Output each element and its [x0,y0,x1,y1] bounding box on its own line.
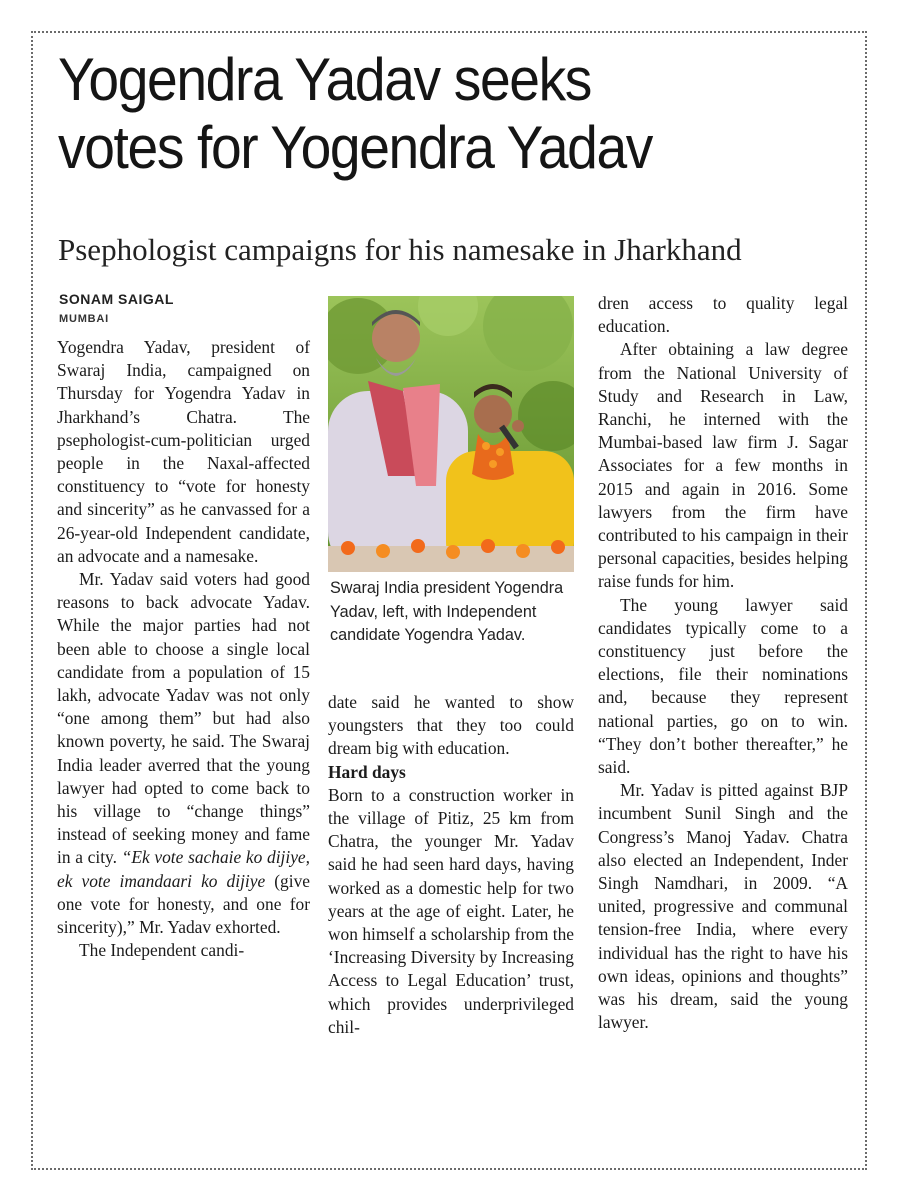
section-subhead: Hard days [328,761,406,782]
body-paragraph-3-start: The Independent candi- [79,940,245,961]
photo-caption: Swaraj India president Yogendra Yadav, left, with Independent candidate Yogendra Yadav. [330,579,564,644]
news-photo [328,296,574,572]
subheadline-deck: Psephologist campaigns for his namesake in Jharkhand [58,232,742,267]
column-3 [598,292,848,1035]
body-paragraph-4: Born to a construction worker in the village of Pitiz, 25 km from Chatra, the younger Mr. Yadav said he had seen hard days, having worked as a domestic help for two years at the age of eight. Later, he won himself a scholarship from the ‘Increasing Diversity by Increasing Access to Legal Education’ trust, which provides underprivileged chil- [328,784,574,1037]
paragraph-2-text-a: Mr. Yadav said voters had good reasons to back advocate Yadav. While the major parties had not been able to choose a single local candidate from a population of 15 lakh, advocate Yadav was not only “one among them” but had also known poverty, he said. The Swaraj India leader averred that the young lawyer had opted to come back to his village to “change things” instead of seeking money and fame in a city. [57,569,310,868]
dateline: MUMBAI [59,313,110,325]
headline-line-2: votes for Yogendra Yadav [58,114,653,181]
byline: SONAM SAIGAL [59,291,174,307]
body-paragraph-6: The young lawyer said candidates typically come to a constituency just before the elections, file their nominations and, because they represent national parties, go on to win. “They don’t bother thereafter,” he said. [598,594,848,778]
body-paragraph-2 [57,568,310,939]
paragraph-2-text-b: (give one vote for honesty, and one for sincerity),” Mr. Yadav exhorted. [57,870,310,938]
body-paragraph-7: Mr. Yadav is pitted against BJP incumbent Sunil Singh and the Congress’s Manoj Yadav. Chatra also elected an Independent, Inder Singh Namdhari, in 2009. “A united, progressive and communal tension-free India, where every individual has the right to have his own ideas, opinions and thoughts” was his dream, said the young lawyer. [598,780,848,1033]
body-paragraph-1: Yogendra Yadav, president of Swaraj India, campaigned on Thursday for Yogendra Yadav in Jharkhand’s Chatra. The psephologist-cum-politician urged people in the Naxal-affected constituency to “vote for honesty and sincerity” as he canvassed for a 26-year-old Independent candidate, an advocate and a namesake. [57,337,310,566]
body-paragraph-5: After obtaining a law degree from the National University of Study and Research in Law, Ranchi, he interned with the Mumbai-based law firm J. Sagar Associates for a few months in 2015 and again in 2016. Some lawyers from the firm have contributed to his campaign in their personal capacities, besides helping raise funds for him. [598,339,848,592]
body-paragraph-3-end: date said he wanted to show youngsters that they too could dream big with education. [328,692,574,759]
headline-line-1: Yogendra Yadav seeks [58,46,592,113]
photo-illustration [328,296,574,572]
column-2 [328,691,574,1039]
hindi-quote: “Ek vote sachaie ko dijiye, ek vote imandaari ko dijiye [57,847,310,891]
column-1 [57,336,310,962]
headline [58,46,794,182]
body-paragraph-4-end: dren access to quality legal education. [598,293,848,337]
